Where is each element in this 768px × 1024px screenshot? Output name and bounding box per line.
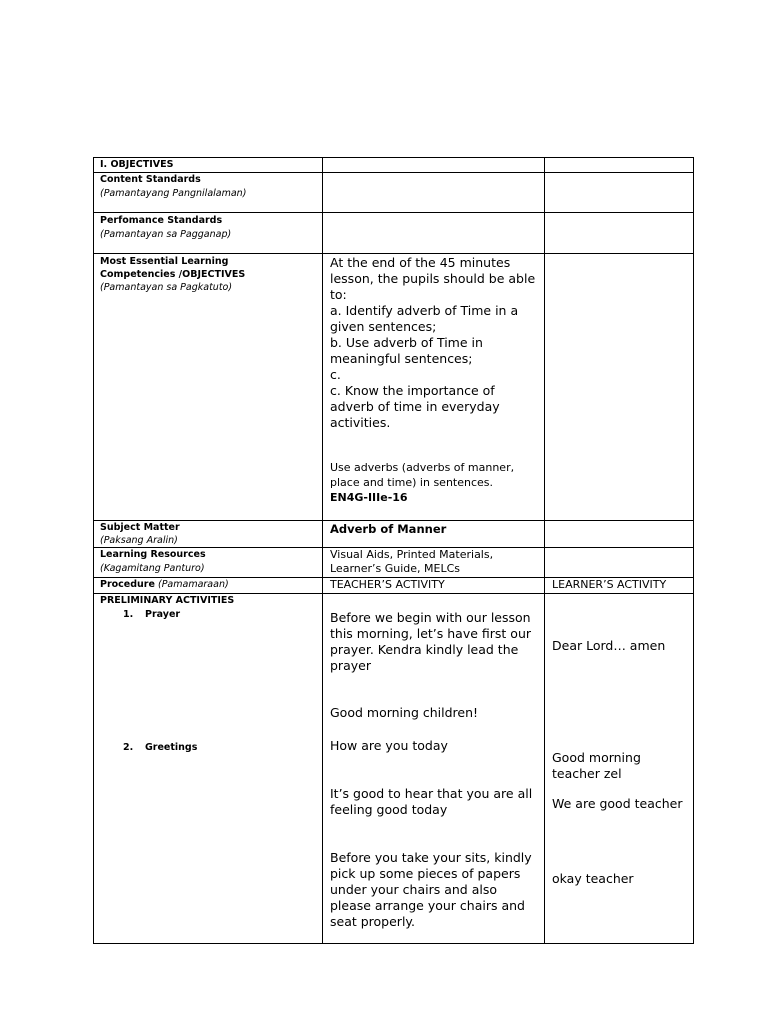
- teacher-before-sits-line: pick up some pieces of papers: [330, 866, 521, 881]
- content-standards-label: Content Standards: [100, 174, 201, 185]
- objective-line: c.: [330, 367, 341, 382]
- teacher-good-to-hear-line: feeling good today: [330, 802, 448, 817]
- objective-line: b. Use adverb of Time in: [330, 335, 483, 350]
- prayer-number: 1.: [123, 609, 134, 620]
- learner-good-morning-line2: teacher zel: [552, 766, 622, 781]
- table-border-left: [93, 157, 94, 944]
- procedure-label-row: [100, 578, 229, 591]
- lesson-plan-table: [93, 157, 694, 944]
- competencies-label-line1: Most Essential Learning: [100, 256, 229, 267]
- objective-line: activities.: [330, 415, 391, 430]
- melc-line2: place and time) in sentences.: [330, 476, 494, 489]
- objective-line: to:: [330, 287, 347, 302]
- learning-resources-label: Learning Resources: [100, 549, 206, 560]
- objective-line: c. Know the importance of: [330, 383, 495, 398]
- learner-activity-header: LEARNER’S ACTIVITY: [552, 578, 667, 591]
- objective-line: adverb of time in everyday: [330, 399, 500, 414]
- learning-resources-value-line2: Learner’s Guide, MELCs: [330, 562, 461, 575]
- objective-line: meaningful sentences;: [330, 351, 473, 366]
- procedure-label: Procedure: [100, 579, 155, 590]
- objective-line: given sentences;: [330, 319, 437, 334]
- column-divider-2: [544, 157, 545, 944]
- preliminary-activities-header: PRELIMINARY ACTIVITIES: [100, 595, 235, 606]
- teacher-activity-header: TEACHER’S ACTIVITY: [330, 578, 445, 591]
- learner-good-morning-line1: Good morning: [552, 750, 641, 765]
- content-standards-sublabel: (Pamantayang Pangnilalaman): [100, 188, 247, 199]
- teacher-prayer-line: Before we begin with our lesson: [330, 610, 531, 625]
- learning-resources-sublabel: (Kagamitang Panturo): [100, 563, 205, 574]
- learner-okay: okay teacher: [552, 871, 634, 886]
- melc-code: EN4G-IIIe-16: [330, 491, 408, 504]
- performance-standards-sublabel: (Pamantayan sa Pagganap): [100, 229, 232, 240]
- greetings-label: Greetings: [145, 742, 198, 753]
- subject-matter-value: Adverb of Manner: [330, 522, 447, 536]
- competencies-sublabel: (Pamantayan sa Pagkatuto): [100, 282, 233, 293]
- prayer-label: Prayer: [145, 609, 181, 620]
- teacher-good-morning: Good morning children!: [330, 705, 479, 720]
- teacher-before-sits-line: seat properly.: [330, 914, 416, 929]
- objective-line: At the end of the 45 minutes: [330, 255, 511, 270]
- objective-line: a. Identify adverb of Time in a: [330, 303, 519, 318]
- subject-matter-label: Subject Matter: [100, 522, 180, 533]
- objectives-header: I. OBJECTIVES: [100, 159, 174, 170]
- procedure-sublabel: (Pamamaraan): [157, 579, 229, 590]
- learner-we-are-good: We are good teacher: [552, 796, 683, 811]
- row-divider: [93, 212, 694, 213]
- teacher-before-sits-line: Before you take your sits, kindly: [330, 850, 532, 865]
- teacher-prayer-line: prayer: [330, 658, 371, 673]
- row-divider: [93, 157, 694, 158]
- learning-resources-value-line1: Visual Aids, Printed Materials,: [330, 548, 494, 561]
- column-divider-1: [322, 157, 323, 944]
- teacher-prayer-line: this morning, let’s have first our: [330, 626, 532, 641]
- melc-line1: Use adverbs (adverbs of manner,: [330, 461, 515, 474]
- teacher-before-sits-line: please arrange your chairs and: [330, 898, 525, 913]
- table-border-right: [693, 157, 694, 944]
- objective-line: lesson, the pupils should be able: [330, 271, 536, 286]
- teacher-how-are-you: How are you today: [330, 738, 448, 753]
- performance-standards-label: Perfomance Standards: [100, 215, 223, 226]
- row-divider: [93, 943, 694, 944]
- teacher-before-sits-line: under your chairs and also: [330, 882, 497, 897]
- row-divider: [93, 253, 694, 254]
- teacher-prayer-line: prayer. Kendra kindly lead the: [330, 642, 519, 657]
- teacher-good-to-hear-line: It’s good to hear that you are all: [330, 786, 533, 801]
- greetings-number: 2.: [123, 742, 134, 753]
- competencies-label-line2: Competencies /OBJECTIVES: [100, 269, 246, 280]
- learner-prayer-response: Dear Lord… amen: [552, 638, 666, 653]
- subject-matter-sublabel: (Paksang Aralin): [100, 535, 178, 546]
